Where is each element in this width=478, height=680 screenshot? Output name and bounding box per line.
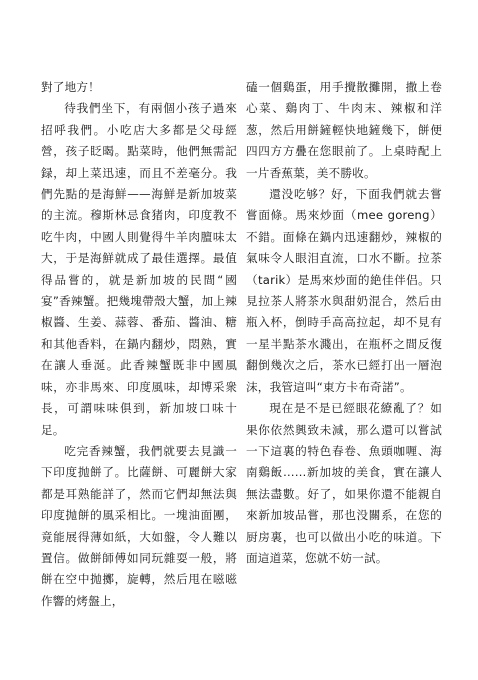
paragraph: 還没吃够？好，下面我們就去嘗嘗面條。馬來炒面（mee goreng）不錯。面條在鍋内迅速翻炒，辣椒的氣味令人眼泪直流，口水不斷。拉茶（tarik）是馬來炒面的絶佳伴侣。只見拉茶人將茶水與甜奶混合，然后由瓶入杯，倒時手高高拉起，却不見有一星半點茶水濺出，在瓶杯之間反復翻倒幾次之后，茶水已經打出一層泡沫，我管這叫“東方卡布奇諾”。 <box>246 187 442 394</box>
paragraph: 磕一個鷄蛋，用手攪散攤開，撒上卷心菜、鷄肉丁、牛肉末、辣椒和洋葱，然后用餅鏟輕快地鏟幾下，餅便四四方方疊在您眼前了。上桌時配上一片香蕉葉，美不勝收。 <box>246 80 442 180</box>
paragraph: 待我們坐下，有兩個小孩子過來招呼我們。小吃店大多都是父母經營，孩子眨暍。點菜時，他們無需記録，却上菜迅速，而且不差毫分。我們先點的是海鮮——海鮮是新加坡菜的主流。穆斯林忌食猪肉，印度教不吃牛肉，中國人則覺得牛羊肉膻味太大，于是海鮮就成了最佳選擇。最值得品嘗的，就是新加坡的民間“國宴”香辣蟹。把幾塊帶殼大蟹，加上辣椒醬、生姜、蒜蓉、番茄、醬油、糖和其他香料，在鍋内翻炒，悶熟，實在讓人垂涎。此香辣蟹既非中國風味，亦非馬來、印度風味，却博采衆長，可謂味味俱到，新加坡口味十足。 <box>41 101 237 437</box>
paragraph: 現在是不是已經眼花繚亂了？如果你依然興致未減，那么還可以嘗試一下這裏的特色春卷、魚頭咖喱、海南鷄飯……新加坡的美食，實在讓人無法盡數。好了，如果你還不能親自來新加坡品嘗，那也没關系，在您的厨房裏，也可以做出小吃的味道。下面這道菜，您就不妨一試。 <box>246 401 442 565</box>
paragraph: 吃完香辣蟹，我們就要去見識一下印度抛餅了。比薩餅、可麗餅大家都是耳熟能詳了，然而它們却無法與印度抛餅的風采相比。一塊油面團，竟能展得薄如紙，大如盤，令人難以置信。做餅師傅如同玩雜耍一般，將餅在空中抛擲，旋轉，然后甩在嗞嗞作響的烤盤上， <box>41 443 237 608</box>
right-text-column <box>246 77 442 569</box>
paragraph: 對了地方！ <box>41 80 100 94</box>
left-text-column <box>41 77 237 612</box>
